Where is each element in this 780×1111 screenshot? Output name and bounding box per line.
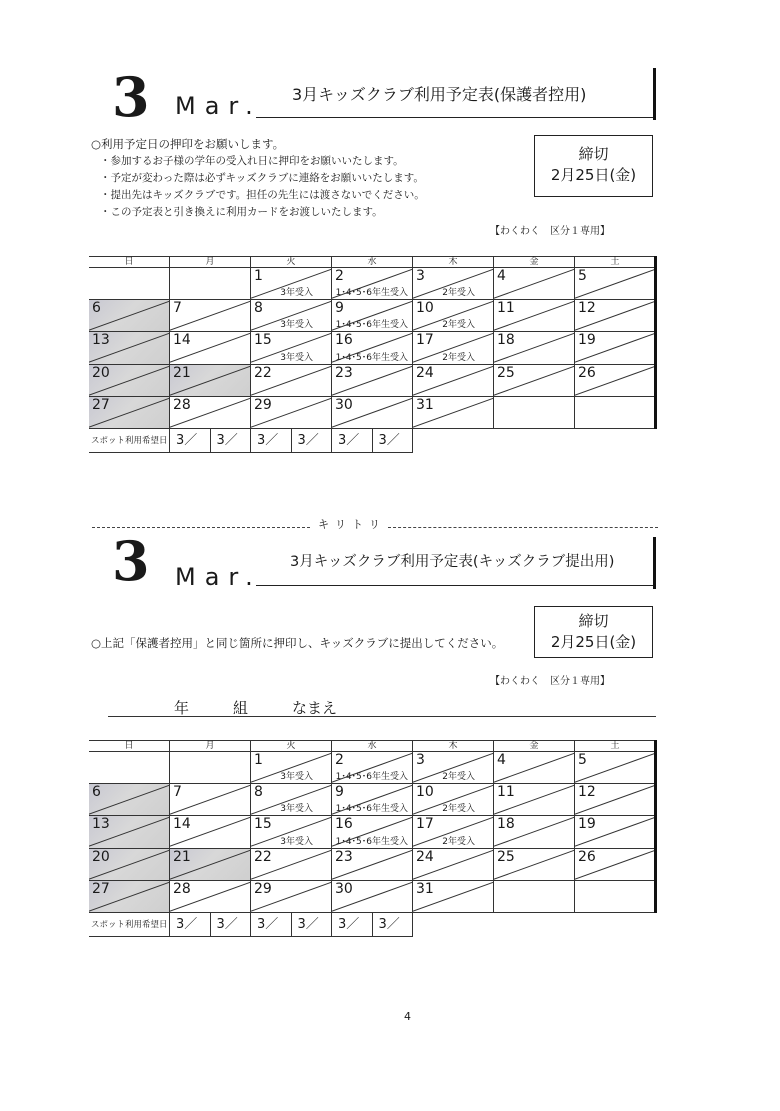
spot-date-cell[interactable]: 3／ — [251, 429, 292, 453]
day-number: 8 — [254, 300, 263, 317]
calendar-day-cell[interactable] — [89, 268, 170, 300]
weekday-header: 金 — [494, 740, 575, 752]
day-number: 9 — [335, 300, 344, 317]
calendar-day-cell[interactable] — [89, 332, 170, 364]
calendar-day-cell[interactable] — [170, 397, 251, 429]
calendar-day-cell[interactable] — [251, 300, 332, 332]
weekday-header: 土 — [575, 256, 656, 268]
calendar-day-cell[interactable] — [170, 300, 251, 332]
calendar-day-cell[interactable] — [494, 816, 575, 848]
day-number: 2 — [335, 268, 344, 284]
day-number: 10 — [416, 300, 434, 317]
day-number: 17 — [416, 816, 434, 833]
day-number: 9 — [335, 784, 344, 801]
stamp-diagonal — [170, 300, 251, 332]
acceptance-note: 3年受入 — [280, 772, 313, 783]
day-number: 4 — [497, 752, 506, 768]
day-number: 30 — [335, 396, 353, 413]
day-number: 8 — [254, 784, 263, 801]
calendar-day-cell[interactable] — [494, 332, 575, 364]
calendar-day-cell[interactable] — [332, 365, 413, 397]
calendar-day-cell[interactable] — [251, 332, 332, 364]
calendar-day-cell[interactable] — [251, 816, 332, 848]
day-number: 5 — [578, 752, 587, 768]
calendar-day-cell[interactable] — [332, 881, 413, 913]
calendar-day-cell[interactable] — [575, 784, 656, 816]
day-number: 23 — [335, 848, 353, 865]
page-number: 4 — [404, 1010, 411, 1023]
acceptance-note: 1･4･5･6年生受入 — [335, 804, 408, 815]
day-number: 14 — [173, 816, 191, 833]
day-number: 3 — [416, 752, 425, 768]
day-number: 22 — [254, 848, 272, 865]
calendar-day-cell[interactable] — [332, 268, 413, 300]
stamp-diagonal — [494, 268, 575, 300]
calendar-day-cell[interactable] — [413, 365, 494, 397]
acceptance-note: 2年受入 — [442, 804, 475, 815]
spot-label: スポット利用希望日 — [89, 429, 170, 453]
day-number: 25 — [497, 364, 515, 381]
calendar-day-cell[interactable] — [332, 397, 413, 429]
calendar-day-cell[interactable] — [575, 365, 656, 397]
day-number: 12 — [578, 300, 596, 317]
notes-item: ・提出先はキッズクラブです。担任の先生には渡さないでください。 — [100, 189, 425, 201]
calendar-day-cell[interactable] — [251, 881, 332, 913]
day-number: 21 — [173, 364, 191, 381]
calendar-day-cell[interactable] — [413, 397, 494, 429]
day-number: 11 — [497, 300, 515, 317]
month-abbr: Mar. — [175, 92, 262, 120]
calendar-day-cell[interactable] — [89, 397, 170, 429]
class-label: 組 — [233, 699, 249, 717]
calendar-day-cell[interactable] — [89, 816, 170, 848]
day-number: 17 — [416, 332, 434, 349]
acceptance-note: 3年受入 — [280, 288, 313, 299]
calendar-day-cell[interactable] — [89, 881, 170, 913]
page-title: 3月キッズクラブ利用予定表(保護者控用) — [292, 85, 587, 104]
acceptance-note: 2年受入 — [442, 772, 475, 783]
calendar-day-cell[interactable] — [170, 332, 251, 364]
day-number: 16 — [335, 332, 353, 349]
calendar-day-cell[interactable] — [332, 784, 413, 816]
day-number: 11 — [497, 784, 515, 801]
calendar-day-cell[interactable] — [575, 300, 656, 332]
day-number: 23 — [335, 364, 353, 381]
calendar-day-cell[interactable] — [575, 268, 656, 300]
calendar-day-cell[interactable] — [251, 849, 332, 881]
spot-date-cell[interactable]: 3／ — [373, 429, 414, 453]
notes-lead: ○利用予定日の押印をお願いします。 — [91, 137, 285, 151]
calendar-day-cell[interactable] — [575, 816, 656, 848]
weekday-header: 日 — [89, 740, 170, 752]
acceptance-note: 2年受入 — [442, 836, 475, 847]
day-number: 19 — [578, 816, 596, 833]
calendar-day-cell[interactable] — [494, 849, 575, 881]
month-abbr: Mar. — [175, 563, 262, 591]
day-number: 22 — [254, 364, 272, 381]
name-underline — [108, 716, 656, 717]
calendar-right-bar — [654, 256, 657, 429]
calendar-day-cell[interactable] — [332, 849, 413, 881]
day-number: 14 — [173, 332, 191, 349]
calendar-right-bar — [654, 740, 657, 913]
day-number: 18 — [497, 816, 515, 833]
cut-line-label: キリトリ — [318, 518, 386, 531]
acceptance-note: 3年受入 — [280, 804, 313, 815]
deadline-label: 締切 — [578, 612, 609, 630]
spot-date-cell[interactable]: 3／ — [211, 913, 252, 937]
day-number: 12 — [578, 784, 596, 801]
day-number: 21 — [173, 848, 191, 865]
spot-date-cell[interactable]: 3／ — [170, 913, 211, 937]
calendar-day-cell[interactable] — [170, 784, 251, 816]
weekday-header: 水 — [332, 256, 413, 268]
day-number: 1 — [254, 268, 263, 284]
day-number: 1 — [254, 752, 263, 768]
stamp-diagonal — [170, 784, 251, 816]
stamp-diagonal — [494, 752, 575, 784]
day-number: 2 — [335, 752, 344, 768]
name-label: なまえ — [292, 699, 338, 717]
weekday-header: 木 — [413, 740, 494, 752]
day-number: 28 — [173, 396, 191, 413]
year-label: 年 — [174, 699, 190, 717]
calendar-day-cell[interactable] — [494, 268, 575, 300]
calendar-day-cell[interactable] — [494, 752, 575, 784]
calendar-day-cell[interactable] — [89, 300, 170, 332]
calendar-day-cell[interactable] — [170, 849, 251, 881]
deadline-box — [534, 135, 653, 197]
calendar-day-cell[interactable] — [251, 784, 332, 816]
notes-item: ・参加するお子様の学年の受入れ日に押印をお願いいたします。 — [100, 155, 404, 167]
calendar-day-cell[interactable] — [332, 332, 413, 364]
calendar-day-cell[interactable] — [251, 397, 332, 429]
calendar-day-cell[interactable] — [413, 300, 494, 332]
spot-date-cell[interactable]: 3／ — [292, 429, 333, 453]
calendar-day-cell[interactable] — [89, 849, 170, 881]
day-number: 7 — [173, 784, 182, 801]
calendar-day-cell[interactable] — [413, 784, 494, 816]
calendar-day-cell[interactable] — [575, 881, 656, 913]
calendar-day-cell[interactable] — [575, 332, 656, 364]
day-number: 28 — [173, 880, 191, 897]
stamp-diagonal — [89, 784, 170, 816]
day-number: 25 — [497, 848, 515, 865]
calendar-day-cell[interactable] — [332, 300, 413, 332]
cut-line-left — [92, 527, 310, 528]
acceptance-note: 3年受入 — [280, 352, 313, 363]
acceptance-note: 1･4･5･6年生受入 — [335, 352, 408, 363]
calendar-day-cell[interactable] — [170, 881, 251, 913]
month-number: 3 — [112, 65, 150, 129]
calendar-day-cell[interactable] — [170, 816, 251, 848]
page-title-submit: 3月キッズクラブ利用予定表(キッズクラブ提出用) — [290, 554, 615, 570]
deadline-box — [534, 606, 653, 658]
weekday-header: 土 — [575, 740, 656, 752]
day-number: 29 — [254, 396, 272, 413]
acceptance-note: 3年受入 — [280, 836, 313, 847]
day-number: 29 — [254, 880, 272, 897]
acceptance-note: 2年受入 — [442, 320, 475, 331]
spot-date-cell[interactable]: 3／ — [170, 429, 211, 453]
calendar-day-cell[interactable] — [413, 816, 494, 848]
calendar-day-cell[interactable] — [413, 268, 494, 300]
acceptance-note: 2年受入 — [442, 288, 475, 299]
stamp-diagonal — [575, 752, 656, 784]
day-number: 15 — [254, 332, 272, 349]
spot-date-cell[interactable]: 3／ — [292, 913, 333, 937]
acceptance-note: 1･4･5･6年生受入 — [335, 772, 408, 783]
calendar-day-cell[interactable] — [332, 816, 413, 848]
day-number: 27 — [92, 880, 110, 897]
weekday-header: 日 — [89, 256, 170, 268]
day-number: 31 — [416, 880, 434, 897]
deadline-label: 締切 — [578, 145, 609, 163]
day-number: 31 — [416, 396, 434, 413]
spot-label: スポット利用希望日 — [89, 913, 170, 937]
title-bar — [653, 537, 656, 589]
calendar-day-cell[interactable] — [332, 752, 413, 784]
calendar-day-cell[interactable] — [251, 268, 332, 300]
day-number: 27 — [92, 396, 110, 413]
calendar-day-cell[interactable] — [413, 752, 494, 784]
day-number: 19 — [578, 332, 596, 349]
day-number: 16 — [335, 816, 353, 833]
spot-date-cell[interactable]: 3／ — [332, 429, 373, 453]
day-number: 26 — [578, 364, 596, 381]
day-number: 26 — [578, 848, 596, 865]
calendar-day-cell[interactable] — [413, 849, 494, 881]
day-number: 13 — [92, 816, 110, 833]
calendar-day-cell[interactable] — [413, 881, 494, 913]
calendar-day-cell[interactable] — [413, 332, 494, 364]
calendar-day-cell[interactable] — [251, 752, 332, 784]
day-number: 30 — [335, 880, 353, 897]
weekday-header: 月 — [170, 740, 251, 752]
day-number: 7 — [173, 300, 182, 317]
acceptance-note: 1･4･5･6年生受入 — [335, 288, 408, 299]
cut-line-right — [388, 527, 658, 528]
day-number: 20 — [92, 848, 110, 865]
calendar-day-cell[interactable] — [170, 752, 251, 784]
month-number: 3 — [112, 529, 150, 593]
calendar-day-cell[interactable] — [575, 397, 656, 429]
weekday-header: 月 — [170, 256, 251, 268]
weekday-header: 火 — [251, 256, 332, 268]
spot-date-cell[interactable]: 3／ — [251, 913, 292, 937]
stamp-diagonal — [575, 268, 656, 300]
day-number: 15 — [254, 816, 272, 833]
day-number: 6 — [92, 300, 101, 317]
day-number: 18 — [497, 332, 515, 349]
day-number: 10 — [416, 784, 434, 801]
day-number: 4 — [497, 268, 506, 284]
day-number: 24 — [416, 364, 434, 381]
weekday-header: 金 — [494, 256, 575, 268]
calendar-day-cell[interactable] — [494, 784, 575, 816]
day-number: 13 — [92, 332, 110, 349]
calendar-day-cell[interactable] — [89, 365, 170, 397]
deadline-date: 2月25日(金) — [550, 633, 637, 651]
stamp-diagonal — [89, 300, 170, 332]
weekday-header: 火 — [251, 740, 332, 752]
spot-date-cell[interactable]: 3／ — [211, 429, 252, 453]
day-number: 20 — [92, 364, 110, 381]
acceptance-note: 1･4･5･6年生受入 — [335, 320, 408, 331]
category-label: 【わくわく 区分１専用】 — [490, 676, 610, 687]
calendar-day-cell[interactable] — [494, 300, 575, 332]
acceptance-note: 1･4･5･6年生受入 — [335, 836, 408, 847]
weekday-header: 水 — [332, 740, 413, 752]
weekday-header: 木 — [413, 256, 494, 268]
calendar-day-cell[interactable] — [494, 365, 575, 397]
submit-note: ○上記「保護者控用」と同じ箇所に押印し、キッズクラブに提出してください。 — [91, 636, 504, 650]
calendar-day-cell[interactable] — [251, 365, 332, 397]
calendar-day-cell[interactable] — [494, 397, 575, 429]
calendar-day-cell[interactable] — [89, 784, 170, 816]
day-number: 3 — [416, 268, 425, 284]
deadline-date: 2月25日(金) — [550, 166, 637, 184]
calendar-day-cell[interactable] — [575, 752, 656, 784]
calendar-day-cell[interactable] — [89, 752, 170, 784]
calendar-day-cell[interactable] — [494, 881, 575, 913]
day-number: 24 — [416, 848, 434, 865]
spot-date-cell[interactable]: 3／ — [373, 913, 414, 937]
calendar-day-cell[interactable] — [170, 365, 251, 397]
calendar-day-cell[interactable] — [575, 849, 656, 881]
notes-item: ・この予定表と引き換えに利用カードをお渡しいたします。 — [100, 206, 383, 218]
acceptance-note: 3年受入 — [280, 320, 313, 331]
day-number: 6 — [92, 784, 101, 801]
notes-item: ・予定が変わった際は必ずキッズクラブに連絡をお願いいたします。 — [100, 172, 424, 184]
spot-date-cell[interactable]: 3／ — [332, 913, 373, 937]
category-label: 【わくわく 区分１専用】 — [490, 226, 610, 237]
day-number: 5 — [578, 268, 587, 284]
acceptance-note: 2年受入 — [442, 352, 475, 363]
title-bar — [653, 68, 656, 120]
calendar-day-cell[interactable] — [170, 268, 251, 300]
